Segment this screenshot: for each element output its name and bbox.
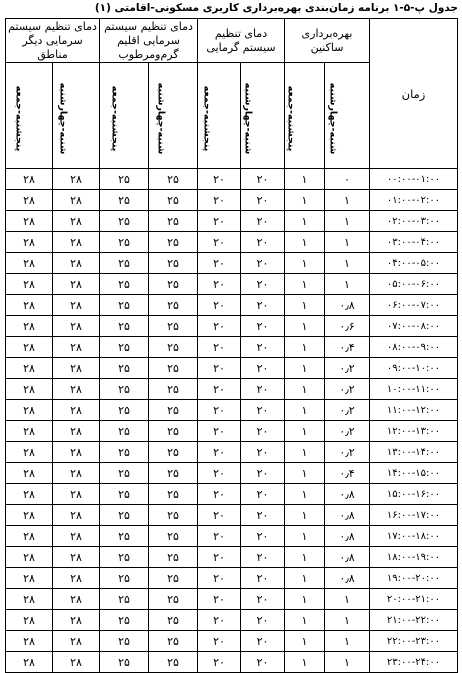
value-cell: ۲۸ — [53, 631, 100, 652]
value-cell: ۲۸ — [53, 337, 100, 358]
value-cell: ۰٫۸ — [325, 526, 370, 547]
value-cell: ۲۸ — [6, 631, 53, 652]
value-cell: ۱ — [285, 379, 325, 400]
value-cell: ۲۸ — [6, 652, 53, 673]
value-cell: ۱ — [285, 631, 325, 652]
value-cell: ۲۰ — [198, 253, 241, 274]
value-cell: ۲۵ — [149, 232, 198, 253]
subheader-label: شنبه-چهارشنبه — [242, 82, 254, 155]
time-cell: ۲۲:۰۰-۲۳:۰۰ — [370, 631, 458, 652]
value-cell: ۲۵ — [149, 358, 198, 379]
time-cell: ۰۷:۰۰-۰۸:۰۰ — [370, 316, 458, 337]
value-cell: ۲۰ — [198, 631, 241, 652]
value-cell: ۰٫۲ — [325, 421, 370, 442]
value-cell: ۱ — [285, 547, 325, 568]
table-row — [6, 232, 458, 253]
value-cell: ۲۰ — [241, 358, 285, 379]
value-cell: ۱ — [285, 652, 325, 673]
value-cell: ۰٫۲ — [325, 442, 370, 463]
value-cell: ۲۰ — [198, 274, 241, 295]
value-cell: ۲۰ — [198, 547, 241, 568]
value-cell: ۲۰ — [198, 589, 241, 610]
weekday-subheader — [325, 63, 370, 169]
weekday-subheader — [149, 63, 198, 169]
table-row — [6, 652, 458, 673]
value-cell: ۲۰ — [241, 169, 285, 190]
value-cell: ۲۰ — [241, 463, 285, 484]
value-cell: ۲۵ — [100, 232, 149, 253]
time-cell: ۱۴:۰۰-۱۵:۰۰ — [370, 463, 458, 484]
value-cell: ۲۸ — [53, 589, 100, 610]
value-cell: ۲۰ — [198, 526, 241, 547]
value-cell: ۲۵ — [100, 442, 149, 463]
value-cell: ۲۵ — [100, 631, 149, 652]
value-cell: ۰٫۲ — [325, 358, 370, 379]
value-cell: ۲۵ — [149, 631, 198, 652]
value-cell: ۲۵ — [100, 610, 149, 631]
value-cell: ۲۸ — [6, 274, 53, 295]
value-cell: ۲۰ — [241, 442, 285, 463]
value-cell: ۲۸ — [6, 295, 53, 316]
value-cell: ۲۸ — [53, 547, 100, 568]
time-cell: ۰۱:۰۰-۰۲:۰۰ — [370, 190, 458, 211]
value-cell: ۰٫۲ — [325, 400, 370, 421]
value-cell: ۲۸ — [53, 652, 100, 673]
table-row — [6, 568, 458, 589]
table-row — [6, 547, 458, 568]
time-cell: ۰۴:۰۰-۰۵:۰۰ — [370, 253, 458, 274]
value-cell: ۲۵ — [100, 652, 149, 673]
value-cell: ۰٫۴ — [325, 337, 370, 358]
value-cell: ۲۵ — [149, 505, 198, 526]
time-cell: ۱۸:۰۰-۱۹:۰۰ — [370, 547, 458, 568]
table-row — [6, 379, 458, 400]
value-cell: ۲۵ — [149, 568, 198, 589]
value-cell: ۲۰ — [241, 568, 285, 589]
value-cell: ۱ — [325, 274, 370, 295]
value-cell: ۱ — [285, 421, 325, 442]
value-cell: ۰٫۲ — [325, 379, 370, 400]
cooling-other-setpoint-header: دمای تنظیم سیستم سرمایی دیگر مناطق — [6, 19, 100, 63]
value-cell: ۲۰ — [198, 505, 241, 526]
value-cell: ۲۰ — [241, 379, 285, 400]
value-cell: ۲۰ — [241, 274, 285, 295]
value-cell: ۱ — [285, 337, 325, 358]
time-cell: ۰۰:۰۰-۰۱:۰۰ — [370, 169, 458, 190]
value-cell: ۲۵ — [100, 526, 149, 547]
value-cell: ۲۰ — [198, 379, 241, 400]
value-cell: ۲۵ — [149, 253, 198, 274]
value-cell: ۲۸ — [53, 253, 100, 274]
value-cell: ۲۰ — [241, 652, 285, 673]
table-row — [6, 484, 458, 505]
value-cell: ۲۸ — [53, 169, 100, 190]
table-row — [6, 211, 458, 232]
value-cell: ۲۵ — [149, 169, 198, 190]
value-cell: ۲۵ — [149, 274, 198, 295]
value-cell: ۲۸ — [53, 379, 100, 400]
value-cell: ۲۰ — [241, 211, 285, 232]
value-cell: ۲۸ — [6, 610, 53, 631]
table-row — [6, 253, 458, 274]
value-cell: ۲۸ — [53, 505, 100, 526]
weekday-subheader — [241, 63, 285, 169]
time-header: زمان — [370, 19, 458, 169]
value-cell: ۲۸ — [53, 463, 100, 484]
value-cell: ۲۰ — [241, 526, 285, 547]
value-cell: ۲۰ — [241, 484, 285, 505]
value-cell: ۲۰ — [241, 400, 285, 421]
value-cell: ۱ — [285, 253, 325, 274]
value-cell: ۲۸ — [6, 169, 53, 190]
value-cell: ۲۰ — [198, 337, 241, 358]
table-row — [6, 463, 458, 484]
subheader-label: شنبه-چهارشنبه — [57, 82, 69, 155]
value-cell: ۲۵ — [100, 337, 149, 358]
value-cell: ۲۰ — [241, 316, 285, 337]
value-cell: ۲۸ — [6, 316, 53, 337]
value-cell: ۲۸ — [53, 190, 100, 211]
value-cell: ۲۰ — [198, 295, 241, 316]
value-cell: ۱ — [285, 463, 325, 484]
value-cell: ۲۰ — [241, 232, 285, 253]
value-cell: ۲۸ — [6, 463, 53, 484]
table-row — [6, 526, 458, 547]
value-cell: ۲۵ — [149, 463, 198, 484]
value-cell: ۲۵ — [100, 358, 149, 379]
value-cell: ۱ — [285, 358, 325, 379]
value-cell: ۲۰ — [198, 400, 241, 421]
value-cell: ۱ — [285, 484, 325, 505]
value-cell: ۲۵ — [149, 442, 198, 463]
table-row — [6, 316, 458, 337]
weekday-subheader — [53, 63, 100, 169]
value-cell: ۲۰ — [241, 505, 285, 526]
value-cell: ۲۵ — [149, 526, 198, 547]
table-row — [6, 505, 458, 526]
table-row — [6, 610, 458, 631]
heating-setpoint-header: دمای تنظیم سیستم گرمایی — [198, 19, 285, 63]
time-cell: ۰۶:۰۰-۰۷:۰۰ — [370, 295, 458, 316]
subheader-label: شنبه-چهارشنبه — [327, 82, 339, 155]
value-cell: ۲۰ — [241, 421, 285, 442]
table-row — [6, 421, 458, 442]
table-row — [6, 589, 458, 610]
value-cell: ۲۰ — [241, 589, 285, 610]
subheader-label: پنجشنبه-جمعه — [285, 85, 297, 152]
value-cell: ۲۰ — [198, 358, 241, 379]
value-cell: ۰٫۶ — [325, 316, 370, 337]
value-cell: ۲۵ — [149, 652, 198, 673]
time-cell: ۲۰:۰۰-۲۱:۰۰ — [370, 589, 458, 610]
value-cell: ۲۰ — [198, 421, 241, 442]
value-cell: ۲۵ — [100, 589, 149, 610]
value-cell: ۱ — [285, 190, 325, 211]
value-cell: ۱ — [325, 589, 370, 610]
value-cell: ۲۵ — [100, 190, 149, 211]
value-cell: ۲۰ — [241, 631, 285, 652]
value-cell: ۲۸ — [53, 274, 100, 295]
value-cell: ۲۵ — [100, 274, 149, 295]
table-row — [6, 400, 458, 421]
value-cell: ۲۵ — [149, 484, 198, 505]
value-cell: ۲۸ — [53, 358, 100, 379]
value-cell: ۲۰ — [198, 232, 241, 253]
value-cell: ۱ — [325, 232, 370, 253]
value-cell: ۲۸ — [53, 568, 100, 589]
value-cell: ۰٫۸ — [325, 484, 370, 505]
weekend-subheader — [285, 63, 325, 169]
value-cell: ۲۰ — [198, 610, 241, 631]
value-cell: ۲۸ — [6, 232, 53, 253]
table-caption: جدول پ-۵-۱ برنامه زمان‌بندی بهره‌برداری کاربری مسکونی-اقامتی (۱) — [94, 2, 458, 14]
value-cell: ۲۵ — [149, 589, 198, 610]
value-cell: ۲۰ — [198, 316, 241, 337]
time-cell: ۱۲:۰۰-۱۳:۰۰ — [370, 421, 458, 442]
value-cell: ۲۸ — [6, 358, 53, 379]
value-cell: ۲۰ — [241, 547, 285, 568]
value-cell: ۱ — [285, 505, 325, 526]
value-cell: ۲۵ — [149, 295, 198, 316]
table-row — [6, 337, 458, 358]
table-row — [6, 442, 458, 463]
schedule-table — [5, 18, 458, 673]
time-cell: ۰۲:۰۰-۰۳:۰۰ — [370, 211, 458, 232]
time-cell: ۰۸:۰۰-۰۹:۰۰ — [370, 337, 458, 358]
time-cell: ۰۵:۰۰-۰۶:۰۰ — [370, 274, 458, 295]
value-cell: ۱ — [285, 589, 325, 610]
value-cell: ۲۵ — [100, 421, 149, 442]
value-cell: ۲۵ — [149, 316, 198, 337]
value-cell: ۲۸ — [6, 484, 53, 505]
value-cell: ۲۸ — [6, 505, 53, 526]
value-cell: ۰٫۴ — [325, 463, 370, 484]
value-cell: ۲۰ — [198, 484, 241, 505]
value-cell: ۰٫۸ — [325, 547, 370, 568]
value-cell: ۲۵ — [149, 337, 198, 358]
value-cell: ۲۸ — [6, 253, 53, 274]
value-cell: ۲۸ — [6, 568, 53, 589]
subheader-label: پنجشنبه-جمعه — [201, 85, 213, 152]
value-cell: ۱ — [325, 211, 370, 232]
value-cell: ۱ — [285, 232, 325, 253]
value-cell: ۲۵ — [100, 505, 149, 526]
value-cell: ۲۰ — [241, 610, 285, 631]
time-cell: ۱۳:۰۰-۱۴:۰۰ — [370, 442, 458, 463]
value-cell: ۲۸ — [53, 232, 100, 253]
value-cell: ۰ — [325, 169, 370, 190]
value-cell: ۲۸ — [53, 316, 100, 337]
value-cell: ۲۰ — [241, 295, 285, 316]
value-cell: ۱ — [325, 190, 370, 211]
time-cell: ۲۳:۰۰-۲۴:۰۰ — [370, 652, 458, 673]
table-row — [6, 169, 458, 190]
value-cell: ۲۰ — [198, 190, 241, 211]
value-cell: ۲۸ — [6, 547, 53, 568]
value-cell: ۲۸ — [6, 211, 53, 232]
time-cell: ۱۰:۰۰-۱۱:۰۰ — [370, 379, 458, 400]
value-cell: ۲۵ — [100, 547, 149, 568]
value-cell: ۲۵ — [149, 190, 198, 211]
value-cell: ۲۵ — [100, 484, 149, 505]
time-cell: ۱۵:۰۰-۱۶:۰۰ — [370, 484, 458, 505]
value-cell: ۲۵ — [100, 379, 149, 400]
time-cell: ۱۹:۰۰-۲۰:۰۰ — [370, 568, 458, 589]
value-cell: ۲۵ — [100, 400, 149, 421]
weekend-subheader — [6, 63, 53, 169]
weekend-subheader — [100, 63, 149, 169]
value-cell: ۰٫۸ — [325, 295, 370, 316]
value-cell: ۲۰ — [198, 568, 241, 589]
value-cell: ۲۰ — [241, 337, 285, 358]
value-cell: ۱ — [285, 211, 325, 232]
value-cell: ۲۵ — [100, 295, 149, 316]
value-cell: ۲۸ — [53, 484, 100, 505]
value-cell: ۱ — [325, 631, 370, 652]
value-cell: ۲۵ — [100, 463, 149, 484]
value-cell: ۲۵ — [100, 316, 149, 337]
value-cell: ۲۵ — [149, 547, 198, 568]
value-cell: ۲۵ — [149, 610, 198, 631]
value-cell: ۲۸ — [53, 526, 100, 547]
value-cell: ۲۸ — [53, 442, 100, 463]
value-cell: ۲۰ — [241, 253, 285, 274]
value-cell: ۲۸ — [53, 400, 100, 421]
time-cell: ۱۶:۰۰-۱۷:۰۰ — [370, 505, 458, 526]
value-cell: ۲۸ — [53, 610, 100, 631]
subheader-label: شنبه-چهارشنبه — [155, 82, 167, 155]
value-cell: ۲۵ — [100, 568, 149, 589]
value-cell: ۱ — [325, 253, 370, 274]
value-cell: ۲۰ — [241, 190, 285, 211]
subheader-label: پنجشنبه-جمعه — [109, 85, 121, 152]
value-cell: ۱ — [325, 610, 370, 631]
value-cell: ۲۸ — [53, 295, 100, 316]
value-cell: ۱ — [285, 442, 325, 463]
table-row — [6, 295, 458, 316]
value-cell: ۲۰ — [198, 442, 241, 463]
value-cell: ۰٫۸ — [325, 568, 370, 589]
schedule-body — [6, 169, 458, 673]
value-cell: ۱ — [285, 316, 325, 337]
time-cell: ۰۳:۰۰-۰۴:۰۰ — [370, 232, 458, 253]
value-cell: ۲۰ — [198, 169, 241, 190]
value-cell: ۲۸ — [6, 421, 53, 442]
value-cell: ۱ — [285, 274, 325, 295]
value-cell: ۲۸ — [6, 589, 53, 610]
value-cell: ۲۵ — [100, 253, 149, 274]
value-cell: ۱ — [285, 568, 325, 589]
value-cell: ۲۸ — [53, 211, 100, 232]
value-cell: ۱ — [285, 526, 325, 547]
weekend-subheader — [198, 63, 241, 169]
value-cell: ۲۵ — [149, 211, 198, 232]
value-cell: ۲۵ — [149, 400, 198, 421]
value-cell: ۱ — [285, 400, 325, 421]
subheader-label: پنجشنبه-جمعه — [13, 85, 25, 152]
value-cell: ۲۵ — [100, 169, 149, 190]
value-cell: ۲۵ — [149, 379, 198, 400]
occupancy-header: بهره‌برداری ساکنین — [285, 19, 370, 63]
value-cell: ۲۰ — [198, 652, 241, 673]
value-cell: ۲۸ — [6, 379, 53, 400]
table-row — [6, 274, 458, 295]
time-cell: ۰۹:۰۰-۱۰:۰۰ — [370, 358, 458, 379]
table-row — [6, 358, 458, 379]
time-cell: ۱۱:۰۰-۱۲:۰۰ — [370, 400, 458, 421]
value-cell: ۲۸ — [6, 400, 53, 421]
value-cell: ۲۸ — [6, 190, 53, 211]
value-cell: ۰٫۸ — [325, 505, 370, 526]
table-row — [6, 190, 458, 211]
value-cell: ۲۵ — [100, 211, 149, 232]
value-cell: ۲۸ — [53, 421, 100, 442]
value-cell: ۲۸ — [6, 337, 53, 358]
cooling-humid-setpoint-header: دمای تنظیم سیستم سرمایی اقلیم گرم‌ومرطوب — [100, 19, 198, 63]
value-cell: ۱ — [285, 610, 325, 631]
value-cell: ۱ — [285, 295, 325, 316]
value-cell: ۲۵ — [149, 421, 198, 442]
time-cell: ۱۷:۰۰-۱۸:۰۰ — [370, 526, 458, 547]
value-cell: ۲۸ — [6, 442, 53, 463]
value-cell: ۱ — [325, 652, 370, 673]
value-cell: ۱ — [285, 169, 325, 190]
value-cell: ۲۰ — [198, 463, 241, 484]
table-row — [6, 631, 458, 652]
value-cell: ۲۸ — [6, 526, 53, 547]
time-cell: ۲۱:۰۰-۲۲:۰۰ — [370, 610, 458, 631]
value-cell: ۲۰ — [198, 211, 241, 232]
